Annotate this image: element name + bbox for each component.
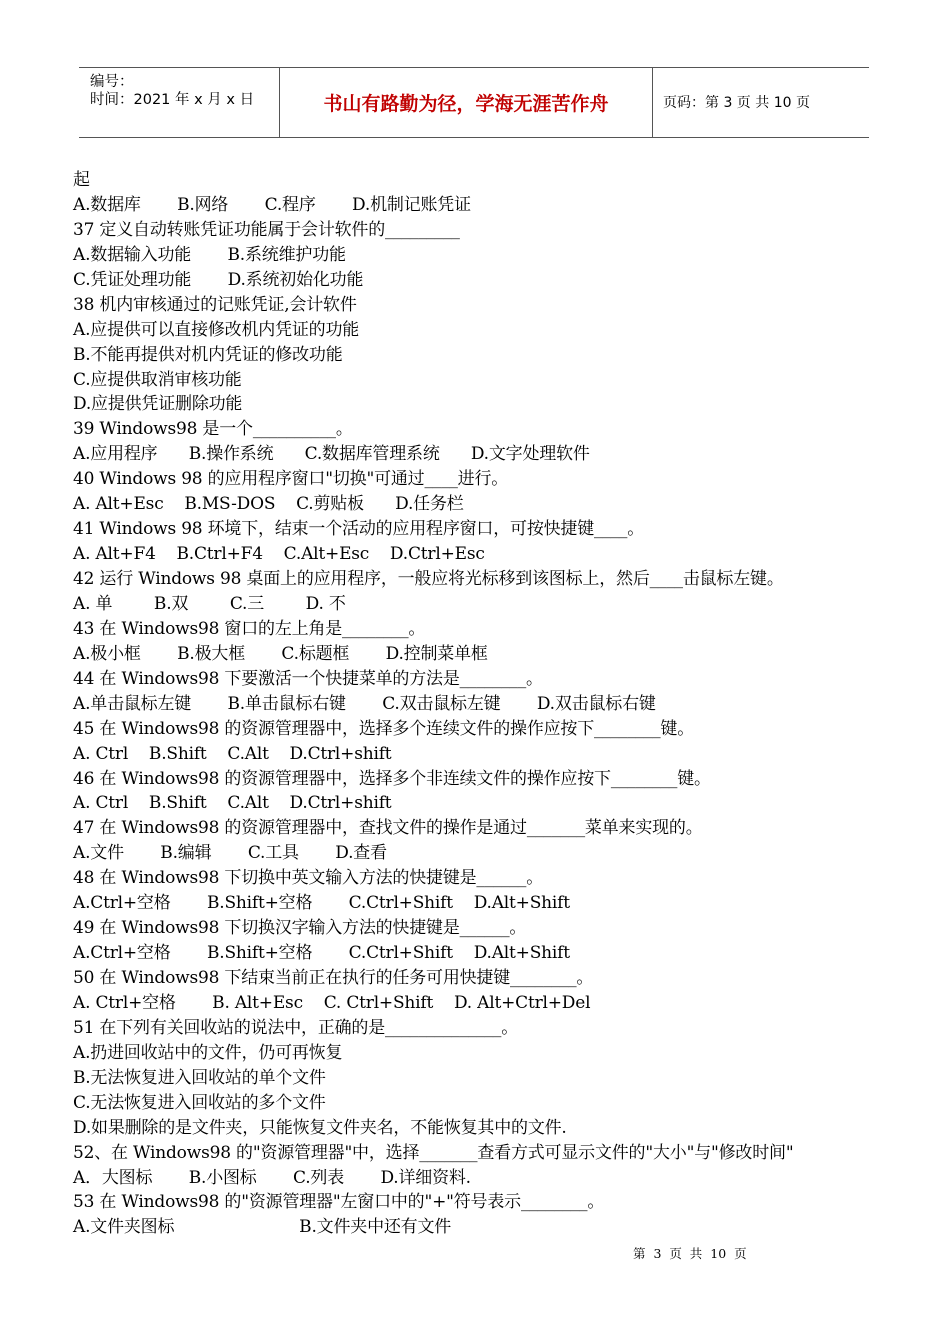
text-line: 40 Windows 98 的应用程序窗口"切换"可通过____进行。: [73, 469, 509, 490]
text-line: 48 在 Windows98 下切换中英文输入方法的快捷键是______。: [73, 868, 544, 889]
text-line: 37 定义自动转账凭证功能属于会计软件的_________: [73, 219, 460, 240]
text-line: A. 单 B.双 C.三 D. 不: [73, 593, 346, 614]
text-line: A.极小框 B.极大框 C.标题框 D.控制菜单框: [73, 643, 488, 664]
header-info-cell: [79, 68, 280, 137]
text-line: A.单击鼠标左键 B.单击鼠标右键 C.双击鼠标左键 D.双击鼠标右键: [73, 693, 656, 714]
document-body: [73, 168, 873, 1240]
document-date: 时间：2021 年 x 月 x 日: [90, 92, 255, 108]
text-line: 51 在下列有关回收站的说法中，正确的是______________。: [73, 1017, 519, 1038]
header-motto-cell: [280, 68, 653, 137]
text-line: C.无法恢复进入回收站的多个文件: [73, 1092, 326, 1113]
text-line: 39 Windows98 是一个__________。: [73, 419, 353, 440]
text-line: A. Ctrl B.Shift C.Alt D.Ctrl+shift: [73, 793, 392, 814]
text-line: A. Alt+F4 B.Ctrl+F4 C.Alt+Esc D.Ctrl+Esc: [73, 544, 485, 565]
document-header: [79, 67, 869, 138]
text-line: 49 在 Windows98 下切换汉字输入方法的快捷键是______。: [73, 918, 527, 939]
text-line: C.凭证处理功能 D.系统初始化功能: [73, 269, 364, 290]
text-line: C.应提供取消审核功能: [73, 369, 242, 390]
text-line: D.应提供凭证删除功能: [73, 394, 243, 415]
text-line: 42 运行 Windows 98 桌面上的应用程序，一般应将光标移到该图标上，然后____击鼠标左键。: [73, 569, 784, 589]
page-footer: 第 3 页 共 10 页: [633, 1246, 747, 1261]
text-line: B.无法恢复进入回收站的单个文件: [73, 1067, 326, 1088]
text-line: A.Ctrl+空格 B.Shift+空格 C.Ctrl+Shift D.Alt+Shift: [73, 893, 570, 914]
text-line: 41 Windows 98 环境下，结束一个活动的应用程序窗口，可按快捷键____。: [73, 519, 645, 540]
text-line: A.数据输入功能 B.系统维护功能: [73, 244, 346, 265]
header-motto: 书山有路勤为径，学海无涯苦作舟: [323, 93, 609, 115]
text-line: 45 在 Windows98 的资源管理器中，选择多个连续文件的操作应按下________键。: [73, 718, 695, 739]
text-line: 50 在 Windows98 下结束当前正在执行的任务可用快捷键________。: [73, 968, 594, 988]
document-number-label: 编号：: [90, 74, 134, 90]
header-page-info: 页码：第 3 页 共 10 页: [663, 95, 810, 111]
text-line: B.不能再提供对机内凭证的修改功能: [73, 344, 343, 365]
text-line: A. Ctrl+空格 B. Alt+Esc C. Ctrl+Shift D. Alt+Ctrl+Del: [73, 992, 591, 1013]
text-line: A.扔进回收站中的文件，仍可再恢复: [73, 1042, 343, 1063]
text-line: 44 在 Windows98 下要激活一个快捷菜单的方法是________。: [73, 668, 543, 689]
text-line: A.文件 B.编辑 C.工具 D.查看: [73, 843, 387, 864]
text-line: 53 在 Windows98 的"资源管理器"左窗口中的"+"符号表示________。: [73, 1192, 605, 1213]
text-line: D.如果删除的是文件夹，只能恢复文件夹名，不能恢复其中的文件.: [73, 1117, 567, 1138]
text-line: 起: [73, 170, 90, 190]
text-line: A.文件夹图标 B.文件夹中还有文件: [73, 1217, 452, 1238]
text-line: A．大图标 B.小图标 C.列表 D.详细资料.: [73, 1167, 471, 1188]
text-line: 47 在 Windows98 的资源管理器中，查找文件的操作是通过_______菜单来实现的。: [73, 818, 703, 839]
text-line: 38 机内审核通过的记账凭证,会计软件: [73, 294, 357, 315]
text-line: A.应提供可以直接修改机内凭证的功能: [73, 319, 360, 340]
text-line: 43 在 Windows98 窗口的左上角是________。: [73, 618, 426, 639]
text-line: A.Ctrl+空格 B.Shift+空格 C.Ctrl+Shift D.Alt+Shift: [73, 943, 570, 964]
header-page-cell: [653, 68, 869, 137]
text-line: 46 在 Windows98 的资源管理器中，选择多个非连续文件的操作应按下________键。: [73, 768, 711, 789]
text-line: A. Ctrl B.Shift C.Alt D.Ctrl+shift: [73, 743, 392, 764]
text-line: A.应用程序 B.操作系统 C.数据库管理系统 D.文字处理软件: [73, 444, 590, 465]
text-line: A.数据库 B.网络 C.程序 D.机制记账凭证: [73, 194, 471, 215]
text-line: A. Alt+Esc B.MS-DOS C.剪贴板 D.任务栏: [73, 494, 464, 515]
text-line: 52、在 Windows98 的"资源管理器"中，选择_______查看方式可显示文件的"大小"与"修改时间": [73, 1142, 794, 1163]
